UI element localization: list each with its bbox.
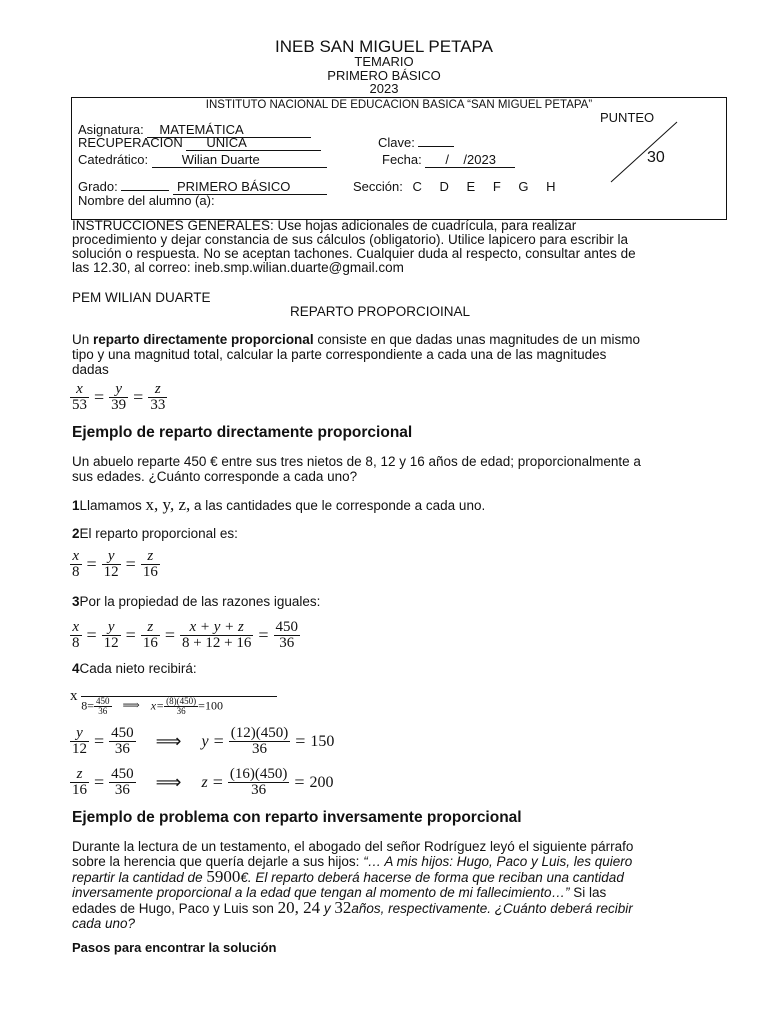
topic-title: REPARTO PROPORCIOINAL — [290, 304, 471, 319]
punteo-label: PUNTEO — [600, 110, 655, 125]
formula-step3: $\frac{x}{8}$ = $\frac{y}{12}$ = $\frac{z}{16}$ = $\frac{x + y + z}{8 + 12 + 16}$ = $\frac{450}{36}$ — [72, 619, 299, 651]
clave-row — [378, 135, 454, 150]
seccion-d[interactable]: D — [439, 179, 449, 194]
seccion-h[interactable]: H — [546, 179, 556, 194]
instructions-line: solución o respuesta. No se aceptan tachones. Cualquier duda al respecto, consultar antes de — [72, 246, 636, 261]
definition-bold: reparto directamente proporcional — [93, 332, 314, 347]
school-title: INEB SAN MIGUEL PETAPA — [275, 37, 493, 56]
step3: 3Por la propiedad de las razones iguales: — [72, 594, 321, 609]
formula-ratio: $\frac{x}{53}$ = $\frac{y}{39}$ = $\frac{z}{33}$ — [72, 381, 166, 413]
catedratico-label: Catedrático: — [78, 152, 149, 167]
recuperacion-label: RECUPERACION — [78, 135, 183, 150]
seccion-f[interactable]: F — [492, 179, 501, 194]
header-line-grade: PRIMERO BÁSICO — [327, 68, 441, 83]
asignatura-label: Asignatura: — [78, 122, 144, 137]
catedratico-value: Wilian Duarte — [181, 152, 260, 167]
recuperacion-field[interactable] — [186, 135, 321, 151]
clave-label: Clave: — [378, 135, 415, 150]
score-value: 30 — [647, 149, 665, 166]
y-result-line: $\frac{y}{12}$ = $\frac{450}{36}$ ⟹ y = $\frac{(12)(450)}{36}$ = 150 — [72, 725, 335, 757]
clave-field[interactable] — [418, 146, 454, 147]
header-year: 2023 — [369, 81, 399, 96]
student-info-box — [71, 97, 727, 220]
step1: 1Llamamos x, y, z, a las cantidades que le corresponde a cada uno. — [72, 495, 486, 514]
header-line-temario: TEMARIO — [354, 54, 414, 69]
definition: Un reparto directamente proporcional consiste en que dadas unas magnitudes de un mismo tipo y una magnitud total, calcular la parte correspondiente a cada una de las magnitudes dadas — [72, 332, 641, 377]
example1-text: Un abuelo reparte 450 € entre sus tres nietos de 8, 12 y 16 años de edad; proporcionalmente a sus edades. ¿Cuánto corresponde a cada uno? — [72, 454, 641, 484]
seccion-label: Sección: — [353, 179, 403, 194]
asignatura-value: MATEMÁTICA — [159, 122, 244, 137]
example2-heading: Ejemplo de problema con reparto inversamente proporcional — [72, 809, 522, 826]
instructions-line: procedimiento y dejar constancia de sus cálculos (obligatorio). Utilice lapicero para escribir la — [72, 232, 629, 247]
fecha-row — [382, 152, 515, 168]
instructions — [72, 219, 636, 275]
seccion-g[interactable]: G — [518, 179, 529, 194]
fecha-value: / /2023 — [445, 152, 496, 167]
fecha-label: Fecha: — [382, 152, 422, 167]
seccion-options — [413, 179, 556, 194]
recuperacion-value: UNICA — [206, 135, 247, 150]
catedratico-row — [78, 152, 327, 168]
grado-label: Grado: — [78, 179, 118, 194]
author: PEM WILIAN DUARTE — [72, 290, 211, 305]
nombre-label: Nombre del alumno (a): — [78, 193, 215, 208]
grado-blank — [121, 190, 169, 191]
formula-step2: $\frac{x}{8}$ = $\frac{y}{12}$ = $\frac{z}{16}$ — [72, 548, 158, 580]
step4: 4Cada nieto recibirá: — [72, 661, 197, 676]
catedratico-field[interactable] — [152, 152, 327, 168]
instructions-line: las 12.30, al correo: ineb.smp.wilian.duarte@gmail.com — [72, 260, 404, 275]
instructions-line: INSTRUCCIONES GENERALES: Use hojas adicionales de cuadrícula, para realizar — [72, 218, 577, 233]
steps-heading: Pasos para encontrar la solución — [72, 940, 277, 955]
z-result-line: $\frac{z}{16}$ = $\frac{450}{36}$ ⟹ z = $\frac{(16)(450)}{36}$ = 200 — [72, 766, 334, 798]
seccion-row — [353, 179, 556, 194]
fecha-field[interactable] — [425, 152, 515, 168]
x-result-line: x 8= $\frac{450}{36}$ ⟹ x= $\frac{(8)(450)}{36}$ =100 — [70, 688, 277, 716]
example1-heading: Ejemplo de reparto directamente proporcional — [72, 424, 413, 441]
seccion-e[interactable]: E — [466, 179, 476, 194]
grado-value: PRIMERO BÁSICO — [177, 179, 291, 194]
seccion-c[interactable]: C — [412, 179, 422, 194]
recuperacion-row — [78, 135, 321, 151]
step2: 2El reparto proporcional es: — [72, 526, 238, 541]
institute-name: INSTITUTO NACIONAL DE EDUCACION BASICA “SAN MIGUEL PETAPA” — [205, 99, 593, 111]
example2-text: Durante la lectura de un testamento, el abogado del señor Rodríguez leyó el siguiente párrafo sobre la herencia que quería dejarle a sus hijos: “… A mis hijos: Hugo, Paco y Luis, les quiero repartir la cantidad de 5900€. El reparto deberá hacerse de forma que reciban una cantidad inversamente proporcional a la edad que tengan al momento de mi fallecimiento…” Si las edades de Hugo, Paco y Luis son 20, 24 y 32años, respectivamente. ¿Cuánto deberá recibir cada uno? — [72, 839, 634, 931]
